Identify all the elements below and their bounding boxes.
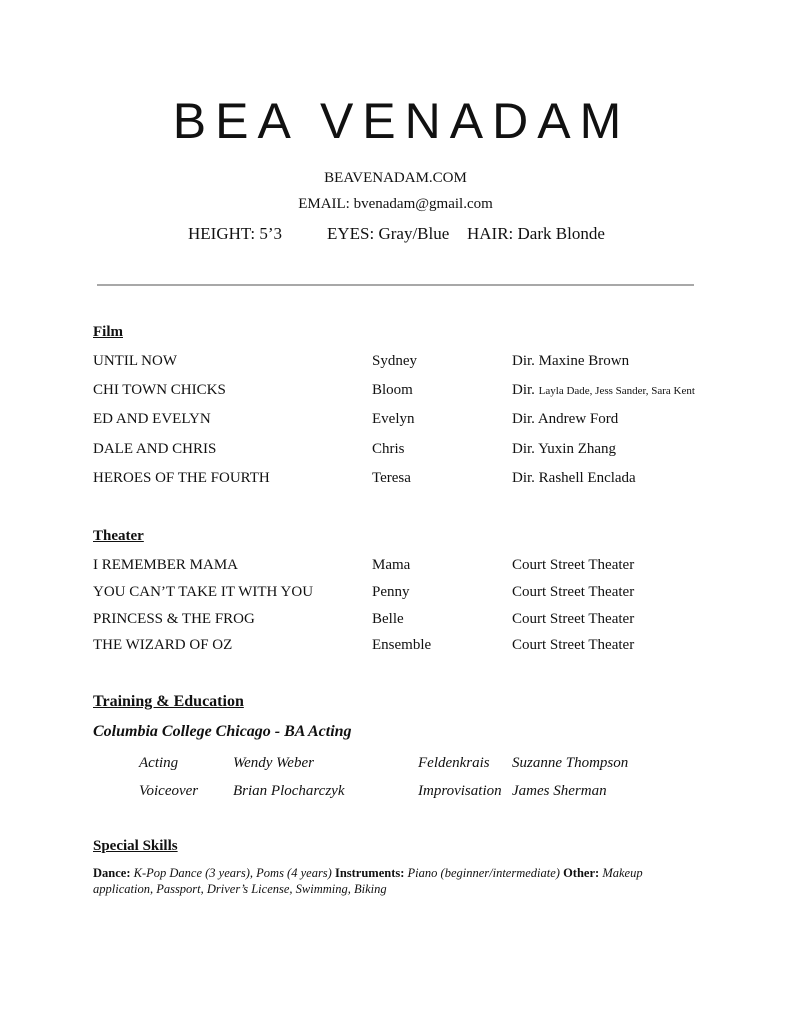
theater-row: [0, 584, 791, 604]
credit: Court Street Theater: [512, 637, 635, 653]
project: UNTIL NOW: [93, 353, 178, 369]
film-row: [0, 441, 791, 461]
skills-text: [93, 865, 703, 897]
teacher: Suzanne Thompson: [512, 755, 629, 771]
credit: Dir. Andrew Ford: [512, 411, 619, 427]
role: Sydney: [372, 353, 417, 369]
project: ED AND EVELYN: [93, 411, 211, 427]
email: EMAIL: bvenadam@gmail.com: [298, 196, 493, 212]
instruments-value: Piano (beginner/intermediate): [407, 866, 560, 880]
skills-heading: Special Skills: [93, 838, 178, 854]
project: DALE AND CHRIS: [93, 441, 217, 457]
theater-row: [0, 637, 791, 657]
credit: Dir. Maxine Brown: [512, 353, 630, 369]
credit: Court Street Theater: [512, 557, 635, 573]
credit: Dir. Yuxin Zhang: [512, 441, 617, 457]
credit: Dir. Rashell Enclada: [512, 470, 636, 486]
class: Acting: [139, 755, 179, 771]
project: CHI TOWN CHICKS: [93, 382, 226, 398]
credit: Court Street Theater: [512, 611, 635, 627]
instruments-label: Instruments:: [334, 866, 405, 880]
theater-row: [0, 557, 791, 577]
class: Improvisation: [418, 783, 502, 799]
school: Columbia College Chicago - BA Acting: [93, 723, 352, 740]
project: YOU CAN’T TAKE IT WITH YOU: [93, 584, 314, 600]
credit-prefix: Dir.: [512, 382, 535, 398]
training-heading: Training & Education: [93, 693, 244, 710]
theater-row: [0, 611, 791, 631]
film-row: [0, 382, 791, 402]
height: HEIGHT: 5’3: [188, 224, 283, 243]
teacher: Brian Plocharczyk: [233, 783, 345, 799]
hair: HAIR: Dark Blonde: [467, 224, 605, 243]
class: Voiceover: [139, 783, 199, 799]
film-heading: Film: [93, 324, 123, 340]
other-value: Makeup application, Passport, Driver’s License, Swimming, Biking: [93, 866, 643, 896]
project: THE WIZARD OF OZ: [93, 637, 233, 653]
class: Feldenkrais: [418, 755, 490, 771]
role: Chris: [372, 441, 405, 457]
website: BEAVENADAM.COM: [324, 170, 467, 186]
project: PRINCESS & THE FROG: [93, 611, 255, 627]
film-row: [0, 470, 791, 490]
teacher: Wendy Weber: [233, 755, 314, 771]
role: Ensemble: [372, 637, 432, 653]
role: Mama: [372, 557, 411, 573]
dance-value: K-Pop Dance (3 years), Poms (4 years): [133, 866, 332, 880]
actor-name: BEA VENADAM: [172, 93, 631, 149]
divider: [97, 284, 694, 286]
credit: Court Street Theater: [512, 584, 635, 600]
role: Evelyn: [372, 411, 415, 427]
credit-directors: Layla Dade, Jess Sander, Sara Kent: [538, 385, 695, 397]
eyes: EYES: Gray/Blue: [327, 224, 450, 243]
role: Bloom: [372, 382, 413, 398]
film-row: [0, 353, 791, 373]
teacher: James Sherman: [512, 783, 607, 799]
dance-label: Dance:: [93, 866, 131, 880]
role: Penny: [372, 584, 410, 600]
theater-heading: Theater: [93, 528, 144, 544]
other-label: Other:: [563, 866, 600, 880]
project: HEROES OF THE FOURTH: [93, 470, 270, 486]
role: Belle: [372, 611, 404, 627]
film-row: [0, 411, 791, 431]
role: Teresa: [372, 470, 411, 486]
credit: [512, 382, 695, 399]
project: I REMEMBER MAMA: [93, 557, 239, 573]
